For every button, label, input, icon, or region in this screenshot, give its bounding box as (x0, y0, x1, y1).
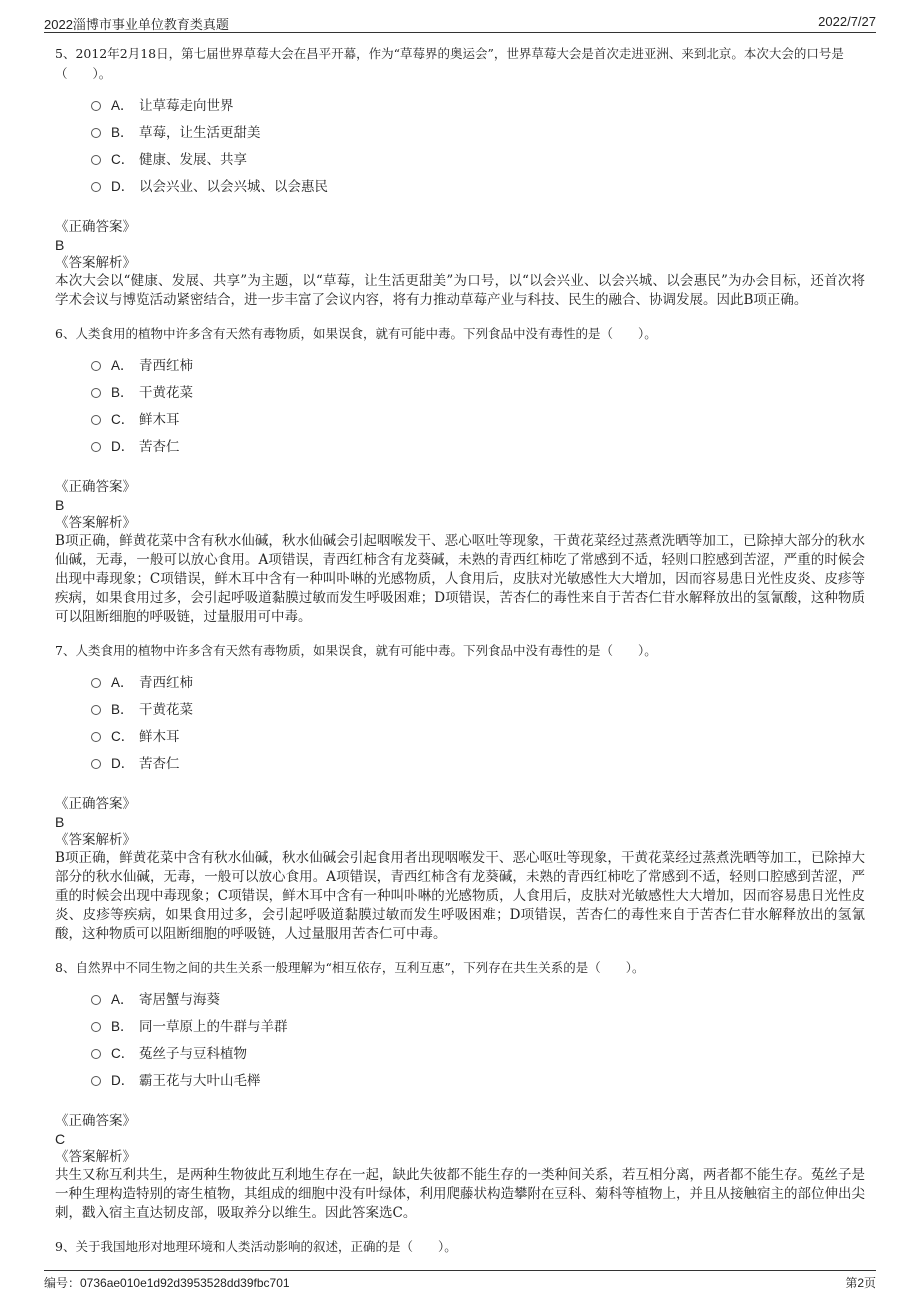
option-text: 鲜木耳 (139, 411, 180, 428)
option-d[interactable] (91, 431, 865, 458)
option-letter: C． (111, 1045, 135, 1061)
option-text: 青西红柿 (139, 674, 193, 691)
option-letter: B． (111, 384, 134, 400)
header-title: 2022淄博市事业单位教育类真题 (44, 17, 229, 32)
radio-icon[interactable] (91, 995, 101, 1005)
question-stem: 5、2012年2月18日，第七届世界草莓大会在昌平开幕，作为“草莓界的奥运会”，世界草莓大会是首次走进亚洲、来到北京。本次大会的口号是（ ）。 (55, 46, 844, 81)
option-letter: C． (111, 151, 135, 167)
option-letter: D． (111, 1072, 135, 1088)
analysis-text: 本次大会以“健康、发展、共享”为主题，以“草莓，让生活更甜美”为口号，以“以会兴业、以会兴城、以会惠民”为办会目标，还首次将学术会议与博览活动紧密结合，进一步丰富了会议内容，将有力推动草莓产业与科技、民生的融合、协调发展。因此B项正确。 (55, 273, 865, 308)
option-letter: A． (111, 991, 134, 1007)
option-letter: D． (111, 178, 135, 194)
radio-icon[interactable] (91, 101, 101, 111)
question-7 (55, 641, 865, 944)
radio-icon[interactable] (91, 155, 101, 165)
options (91, 90, 865, 198)
analysis-heading: 《答案解析》 (55, 255, 136, 271)
answer-heading: 《正确答案》 (55, 1113, 136, 1129)
question-stem: 9、关于我国地形对地理环境和人类活动影响的叙述，正确的是（ ）。 (55, 1239, 457, 1254)
answer-heading: 《正确答案》 (55, 479, 136, 495)
page-number: 第2页 (845, 1276, 876, 1290)
option-text: 青西红柿 (139, 357, 193, 374)
correct-answer: C (55, 1131, 66, 1147)
option-c[interactable] (91, 721, 865, 748)
radio-icon[interactable] (91, 388, 101, 398)
document-id: 编号：0736ae010e1d92d3953528dd39fbc701 (44, 1276, 290, 1290)
radio-icon[interactable] (91, 415, 101, 425)
radio-icon[interactable] (91, 732, 101, 742)
analysis-text: 共生又称互利共生，是两种生物彼此互利地生存在一起，缺此失彼都不能生存的一类种间关系，若互相分离，两者都不能生存。菟丝子是一种生理构造特别的寄生植物，其组成的细胞中没有叶绿体，利用爬藤状构造攀附在豆科、菊科等植物上，并且从接触宿主的部位伸出尖刺，戳入宿主直达韧皮部，吸取养分以维生。因此答案选C。 (55, 1167, 865, 1221)
option-b[interactable] (91, 117, 865, 144)
option-text: 让草莓走向世界 (139, 97, 234, 114)
option-a[interactable] (91, 350, 865, 377)
option-text: 霸王花与大叶山毛榉 (139, 1072, 261, 1089)
option-text: 草莓，让生活更甜美 (139, 124, 261, 141)
option-letter: D． (111, 755, 135, 771)
option-b[interactable] (91, 377, 865, 404)
radio-icon[interactable] (91, 678, 101, 688)
option-letter: D． (111, 438, 135, 454)
option-a[interactable] (91, 90, 865, 117)
answer-heading: 《正确答案》 (55, 219, 136, 235)
radio-icon[interactable] (91, 442, 101, 452)
option-text: 以会兴业、以会兴城、以会惠民 (139, 178, 328, 195)
option-text: 健康、发展、共享 (139, 151, 247, 168)
option-letter: B． (111, 124, 134, 140)
option-c[interactable] (91, 404, 865, 431)
option-letter: C． (111, 728, 135, 744)
radio-icon[interactable] (91, 182, 101, 192)
answer-heading: 《正确答案》 (55, 796, 136, 812)
page-header (44, 12, 876, 33)
option-c[interactable] (91, 1038, 865, 1065)
analysis-heading: 《答案解析》 (55, 1149, 136, 1165)
option-d[interactable] (91, 1065, 865, 1092)
analysis-heading: 《答案解析》 (55, 515, 136, 531)
radio-icon[interactable] (91, 361, 101, 371)
option-letter: A． (111, 674, 134, 690)
option-text: 鲜木耳 (139, 728, 180, 745)
options (91, 984, 865, 1092)
radio-icon[interactable] (91, 1076, 101, 1086)
option-text: 干黄花菜 (139, 384, 193, 401)
radio-icon[interactable] (91, 1022, 101, 1032)
option-letter: B． (111, 701, 134, 717)
option-b[interactable] (91, 694, 865, 721)
option-text: 寄居蟹与海葵 (139, 991, 220, 1008)
correct-answer: B (55, 237, 65, 253)
options (91, 667, 865, 775)
question-9 (55, 1237, 865, 1257)
option-text: 同一草原上的牛群与羊群 (139, 1018, 288, 1035)
header-date: 2022/7/27 (818, 14, 876, 29)
question-6 (55, 324, 865, 627)
option-c[interactable] (91, 144, 865, 171)
question-list (55, 44, 865, 1257)
option-letter: C． (111, 411, 135, 427)
correct-answer: B (55, 497, 65, 513)
correct-answer: B (55, 814, 65, 830)
analysis-text: B项正确，鲜黄花菜中含有秋水仙碱，秋水仙碱会引起食用者出现咽喉发干、恶心呕吐等现象，干黄花菜经过蒸煮洗晒等加工，已除掉大部分的秋水仙碱，无毒，一般可以放心食用。A项错误，青西红柿含有龙葵碱，未熟的青西红柿吃了常感到不适，轻则口腔感到苦涩，严重的时候会出现中毒现象；C项错误，鲜木耳中含有一种叫卟啉的光感物质，人食用后，皮肤对光敏感性大大增加，因而容易患日光性皮炎、皮疹等疾病，如果食用过多，会引起呼吸道黏膜过敏而发生呼吸困难；D项错误，苦杏仁的毒性来自于苦杏仁苷水解释放出的氢氰酸，这种物质可以阻断细胞的呼吸链，人过量服用苦杏仁可中毒。 (55, 850, 865, 942)
option-a[interactable] (91, 984, 865, 1011)
option-letter: A． (111, 97, 134, 113)
option-text: 苦杏仁 (139, 755, 180, 772)
question-8 (55, 958, 865, 1223)
question-stem: 7、人类食用的植物中许多含有天然有毒物质，如果误食，就有可能中毒。下列食品中没有毒性的是（ ）。 (55, 643, 657, 658)
radio-icon[interactable] (91, 705, 101, 715)
option-letter: B． (111, 1018, 134, 1034)
option-a[interactable] (91, 667, 865, 694)
radio-icon[interactable] (91, 128, 101, 138)
option-d[interactable] (91, 171, 865, 198)
question-stem: 8、自然界中不同生物之间的共生关系一般理解为“相互依存，互利互惠”，下列存在共生关系的是（ ）。 (55, 960, 645, 975)
options (91, 350, 865, 458)
analysis-heading: 《答案解析》 (55, 832, 136, 848)
option-d[interactable] (91, 748, 865, 775)
radio-icon[interactable] (91, 1049, 101, 1059)
option-text: 干黄花菜 (139, 701, 193, 718)
option-text: 苦杏仁 (139, 438, 180, 455)
radio-icon[interactable] (91, 759, 101, 769)
option-text: 菟丝子与豆科植物 (139, 1045, 247, 1062)
question-5 (55, 44, 865, 310)
analysis-text: B项正确，鲜黄花菜中含有秋水仙碱，秋水仙碱会引起咽喉发干、恶心呕吐等现象，干黄花菜经过蒸煮洗晒等加工，已除掉大部分的秋水仙碱，无毒，一般可以放心食用。A项错误，青西红柿含有龙葵碱，未熟的青西红柿吃了常感到不适，轻则口腔感到苦涩，严重的时候会出现中毒现象；C项错误，鲜木耳中含有一种叫卟啉的光感物质，人食用后，皮肤对光敏感性大大增加，因而容易患日光性皮炎、皮疹等疾病，如果食用过多，会引起呼吸道黏膜过敏而发生呼吸困难；D项错误，苦杏仁的毒性来自于苦杏仁苷水解释放出的氢氰酸，这种物质可以阻断细胞的呼吸链，过量服用可中毒。 (55, 533, 865, 625)
question-stem: 6、人类食用的植物中许多含有天然有毒物质，如果误食，就有可能中毒。下列食品中没有毒性的是（ ）。 (55, 326, 657, 341)
page-footer (44, 1270, 876, 1293)
option-letter: A． (111, 357, 134, 373)
option-b[interactable] (91, 1011, 865, 1038)
